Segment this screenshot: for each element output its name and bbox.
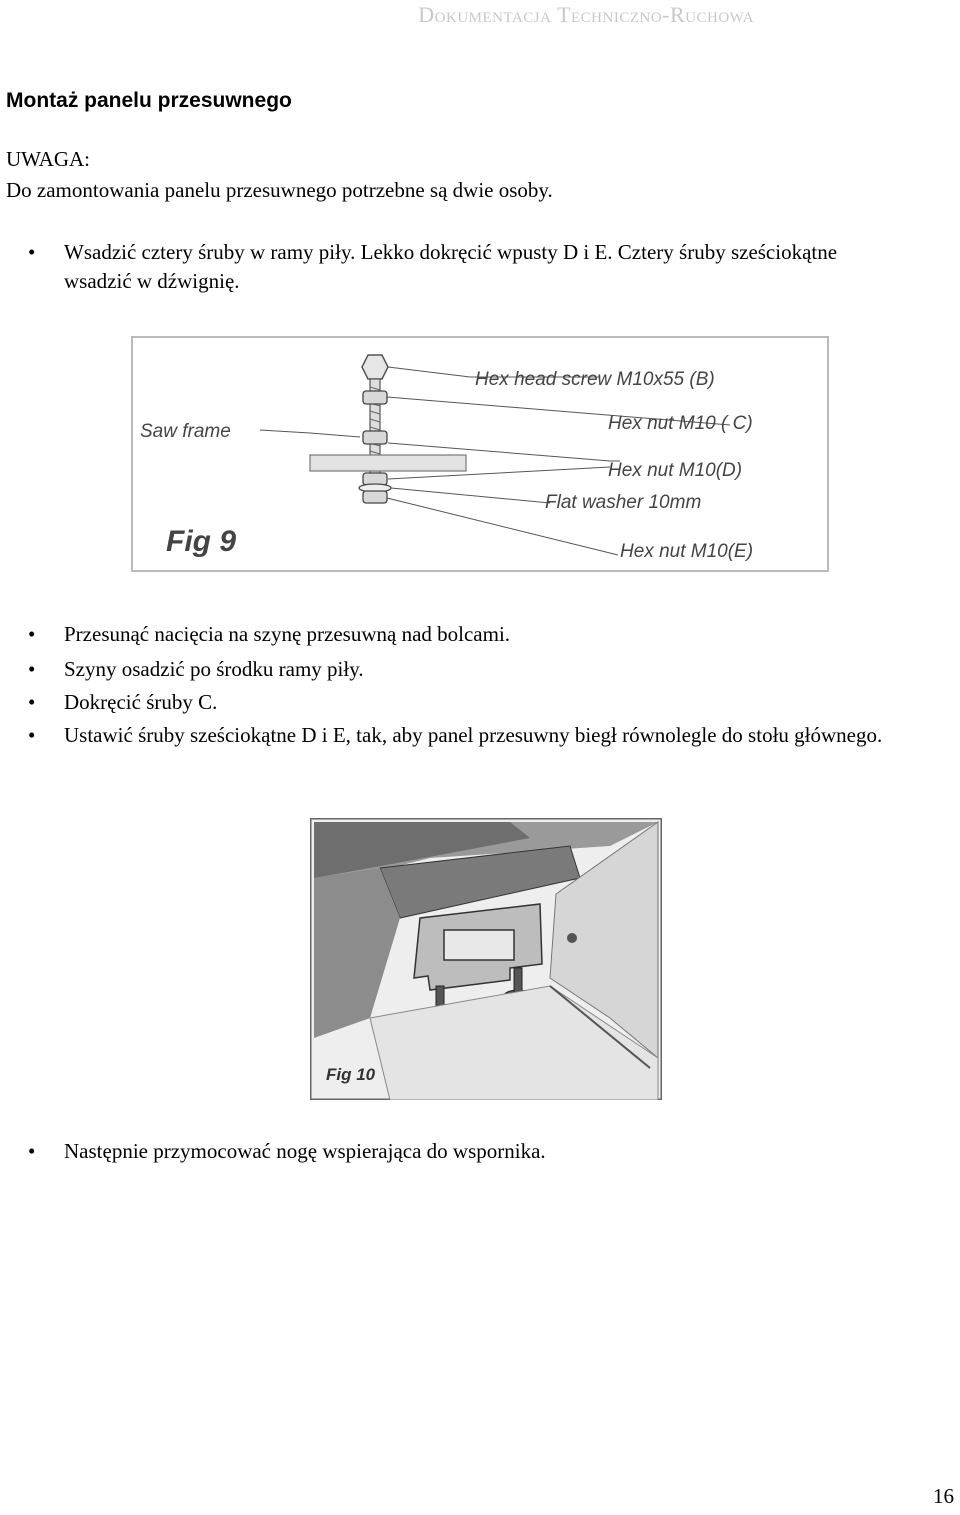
fig10-rail-photo bbox=[310, 818, 662, 1100]
fig9-part-label: Hex nut M10(E) bbox=[620, 541, 754, 562]
bullet-icon: • bbox=[28, 622, 36, 646]
bullet-icon: • bbox=[28, 240, 36, 264]
section-title: Montaż panelu przesuwnego bbox=[6, 89, 292, 112]
list-item-text: Ustawić śruby sześciokątne D i E, tak, aby panel przesuwny biegł równolegle do stołu głównego. bbox=[64, 723, 883, 747]
document-header: Dokumentacja Techniczno-Ruchowa bbox=[418, 2, 754, 27]
bullet-icon: • bbox=[28, 657, 36, 681]
note-label: UWAGA: bbox=[6, 147, 90, 171]
bullet-icon: • bbox=[28, 1139, 36, 1163]
fig9-part-label: Hex head screw M10x55 (B) bbox=[475, 369, 715, 390]
fig9-saw-frame-label: Saw frame bbox=[140, 421, 231, 442]
list-item-text: Następnie przymocować nogę wspierająca do wspornika. bbox=[64, 1139, 546, 1163]
list-item-text: Przesunąć nacięcia na szynę przesuwną nad bolcami. bbox=[64, 622, 511, 646]
fig9-bolt-diagram bbox=[130, 333, 830, 577]
list-item-text: Szyny osadzić po środku ramy piły. bbox=[64, 657, 364, 681]
note-text: Do zamontowania panelu przesuwnego potrzebne są dwie osoby. bbox=[6, 178, 553, 202]
list-item-text: Wsadzić cztery śruby w ramy piły. Lekko dokręcić wpusty D i E. Cztery śruby sześciokątne wsadzić w dźwignię. bbox=[64, 240, 838, 293]
fig9-part-label: Hex nut M10(D) bbox=[608, 460, 743, 481]
bullet-icon: • bbox=[28, 690, 36, 714]
fig9-part-label: Flat washer 10mm bbox=[545, 492, 702, 513]
fig10-label: Fig 10 bbox=[326, 1065, 376, 1084]
page-number: 16 bbox=[933, 1484, 954, 1508]
fig9-part-label: Hex nut M10 ( C) bbox=[608, 413, 753, 434]
bullet-icon: • bbox=[28, 723, 36, 747]
list-item-text: Dokręcić śruby C. bbox=[64, 690, 218, 714]
fig9-label: Fig 9 bbox=[166, 525, 237, 558]
